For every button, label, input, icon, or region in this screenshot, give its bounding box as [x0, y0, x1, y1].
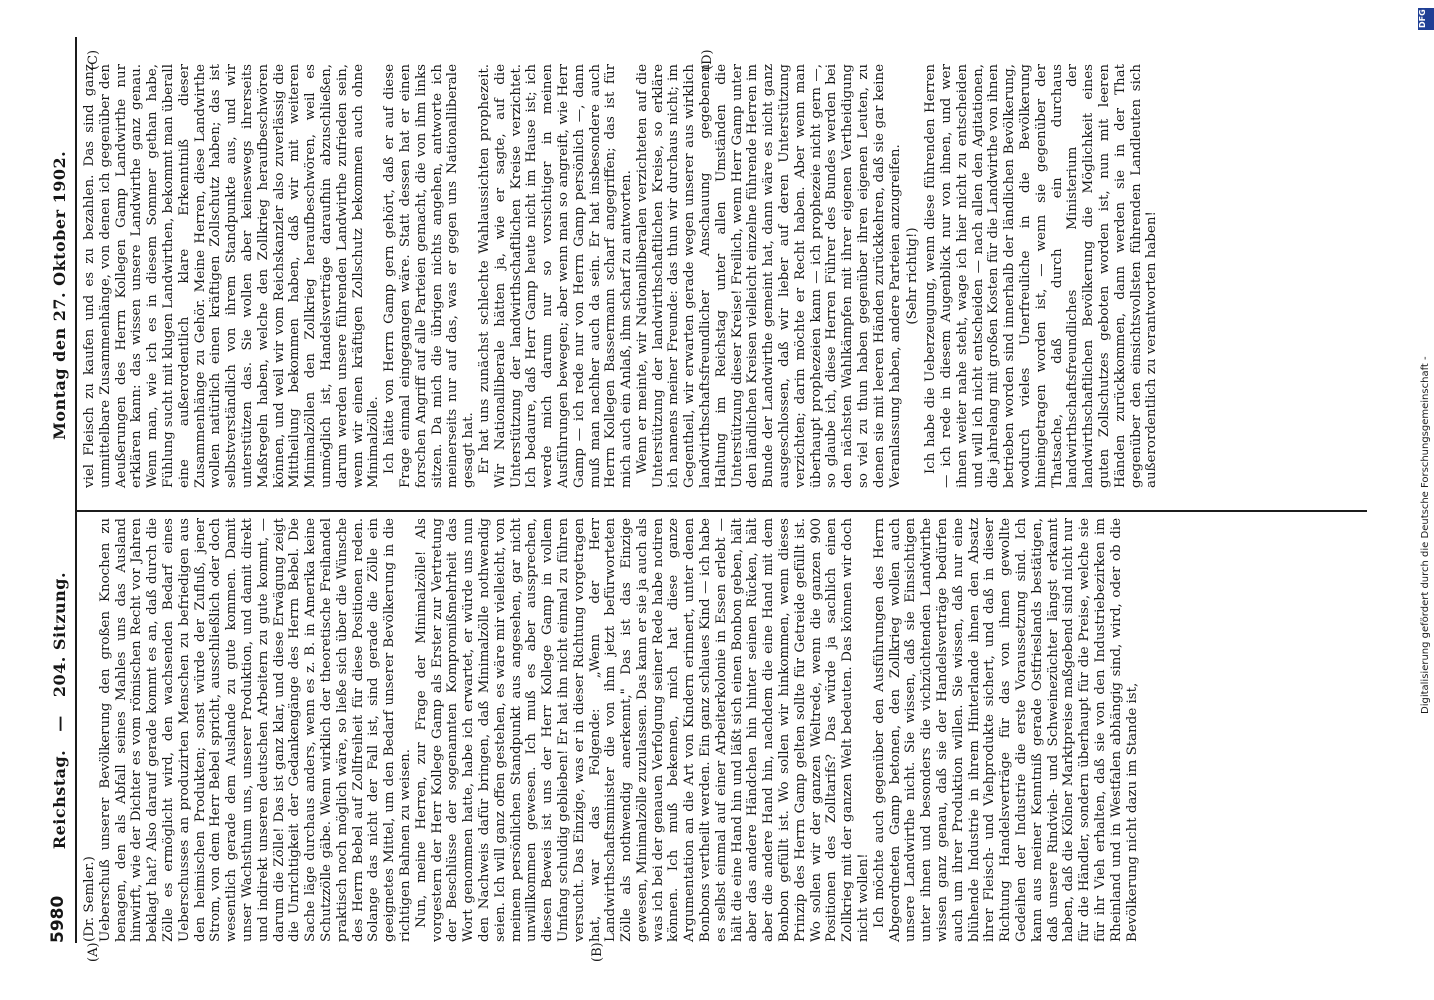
closing-paragraph: Ich habe die Ueberzeugung, wenn diese führenden Herren — ich rede in diesem Augenblick nur von ihnen, und wer ihnen weiter nahe steht, wage ich hier nicht zu entscheiden und will ich nicht entscheiden — nach allen den Agitationen, die jahrelang mit großen Kosten für die Landwirthe von ihnen betrieben worden sind innerhalb der ländlichen Bevölkerung, wodurch vieles Unerfreuliche in die Bevölkerung hineingetragen worden ist, — wenn sie gegenüber der Thatsache, daß durch ein durchaus landwirthschaftsfreundliches Ministerium der landwirthschaftlichen Bevölkerung die Möglichkeit eines guten Zollschutzes geboten worden ist, nun mit leeren Händen zurückkommen, dann werden sie in der That gegenüber den einsichtsvollsten führenden Landleuten sich außerordentlich zu verantworten haben!	[923, 64, 1160, 488]
header-dash: —	[50, 715, 69, 732]
margin-mark-d: (D)	[700, 49, 715, 70]
funding-credit: Digitalisierung gefördert durch die Deutsche Forschungsgemeinschaft -	[1420, 356, 1431, 714]
speaker-label: (Dr. Semler.)	[82, 856, 97, 942]
left-column	[82, 518, 1140, 942]
margin-mark-c: (C)	[86, 49, 101, 70]
paragraph: Er hat uns zunächst schlechte Wahlaussichten prophezeit. Wir Nationalliberale hätten ja, wie er sagte, auf die Unterstützung der landwirthschaftlichen Kreise verzichtet. Ich bedaure, daß Herr Gamp heute nicht im Hause ist; ich werde mich darum nur so vorsichtiger in meinen Ausführungen bewegen; aber wenn man so angreift, wie Herr Gamp — ich rede nur von Herrn Gamp persönlich —, dann muß man nachher auch da sein. Er hat insbesondere auch Herrn Kollegen Bassermann scharf angegriffen; das ist für mich auch ein Anlaß, ihm scharf zu antworten.	[476, 64, 635, 488]
margin-mark-b: (B)	[590, 942, 605, 962]
paragraph: viel Fleisch zu kaufen und es zu bezahlen. Das sind ganz unmittelbare Zusammenhänge, von denen ich gegenüber den Aeußerungen des Herrn Kollegen Gamp Landwirthe nur erklären kann: das wissen unsere Landwirthe ganz genau. Wenn man, wie ich es in diesem Sommer gethan habe, Fühlung sucht mit klugen Landwirthen, bekommt man überall eine außerordentlich klare Erkenntniß dieser Zusammenhänge zu Gehör. Meine Herren, diese Landwirthe wollen natürlich einen kräftigen Zollschutz haben; das ist selbstverständlich von ihrem Standpunkte aus, und wir unterstützen das. Sie wollen aber keineswegs ihrerseits Maßregeln haben, welche den Zollkrieg heraufbeschwören können, und weil wir vom Reichskanzler also zuverlässig die Mittheilung bekommen haben, daß wir mit weiteren Minimalzöllen den Zollkrieg heraufbeschwören, weil es unmöglich ist, Handelsverträge daraufhin abzuschließen, darum werden unsere führenden Landwirthe zufrieden sein, wenn wir einen kräftigen Zollschutz bekommen auch ohne Minimalzölle.	[82, 64, 382, 488]
paragraph: Ich möchte auch gegenüber den Ausführungen des Herrn Abgeordneten Gamp betonen, den Zollkrieg wollen auch unsere Landwirthe nicht. Sie wissen, daß sie Einsichtigen unter ihnen und besonders die vichzüchtenden Landwirthe wissen ganz genau, daß sie der Handelsverträge bedürfen auch um ihrer Produktion willen. Sie wissen, daß nur eine blühende Industrie in ihrem Hinterlande ihnen den Absatz ihrer Fleisch- und Viehprodukte sichert, und daß in dieser Richtung Handelsverträge für das von ihnen gewollte Gedeihen der Industrie die erste Voraussetzung sind. Ich kann aus meiner Kenntniß gerade Ostfrieslands bestätigen, daß unsere Rindvieh- und Schweinezüchter längst erkannt haben, daß die Kölner Marktpreise maßgebend sind nicht nur für die Händler, sondern überhaupt für die Preise, welche sie für ihr Vieh erhalten, daß sie von den Industriebezirken im Rheinland und in Westfalen abhängig sind, wird, oder ob die Bevölkerung nicht dazu im Stande ist,	[871, 518, 1140, 942]
dfg-logo: DFG	[1418, 8, 1434, 30]
right-column	[82, 64, 1160, 488]
running-head	[50, 35, 69, 965]
header-session: 204. Sitzung.	[50, 571, 69, 698]
page-number: 5980	[48, 895, 68, 943]
paragraph: Ich hätte von Herrn Gamp gern gehört, daß er auf diese Frage einmal eingegangen wäre. Statt dessen hat er einen forschen Angriff auf alle Parteien gemacht, die von ihm links sitzen. Da mich die übrigen nichts angehen, antworte ich meinerseits nur auf das, was er gegen uns Nationalliberale gesagt hat.	[382, 64, 477, 488]
margin-mark-a: (A)	[86, 942, 101, 962]
paragraph: Nun, meine Herren, zur Frage der Minimalzölle! Als vorgestern der Herr Kollege Gamp als Erster zur Vertretung der Beschlüsse der sogenannten Kompromißmehrheit das Wort genommen hatte, habe ich erwartet, er würde uns nun den Nachweis dafür bringen, daß Minimalzölle nothwendig seien. Ich will ganz offen gestehen, es wäre mir vielleicht, von meinem persönlichen Standpunkt aus angesehen, gar nicht unwillkommen gewesen. Ich muß es aber aussprechen, diesen Beweis ist uns der Herr Kollege Gamp in vollem Umfang schuldig geblieben! Er hat ihn nicht einmal zu führen versucht. Das Einzige, was er in dieser Richtung vorgetragen hat, war das Folgende: „Wenn der Herr Landwirthschaftsminister die von ihm jetzt befürworteten Zölle als nothwendig anerkennt," Das ist das Einzige gewesen, Minimalzölle zuzulassen. Das kann er sie ja auch als was ich bei der genauen Verfolgung seiner Rede habe notiren können. Ich muß bekennen, mich hat diese ganze Argumentation an die Art von Kindern erinnert, unter denen Bonbons vertheilt werden. Ein ganz schlaues Kind — ich habe es selbst einmal auf einer Arbeiterkolonie in Essen erlebt — hält die eine Hand hin und läßt sich einen Bonbon geben, hält aber das andere Händchen hin hinter seinen Rücken, hält aber die andere Hand hin, nachdem die eine Hand mit dem Bonbon gefüllt ist. Wo sollen wir hinkommen, wenn dieses Prinzip des Herrn Gamp gelten sollte für Getreide gefüllt ist. Wo sollen wir der ganzen Weltrede, wenn die ganzen 900 Positionen des Zolltarifs? Das würde ja sachlich einen Zollkrieg mit der ganzen Welt bedeuten. Das können wir doch nicht wollen!	[413, 518, 872, 942]
header-date: Montag den 27. Oktober 1902.	[50, 150, 69, 440]
paragraph: Wenn er meinte, wir Nationalliberalen verzichteten auf die Unterstützung der landwirthschaftlichen Kreise, so erkläre ich namens meiner Freunde: das thun wir durchaus nicht; im Gegentheil, wir erwarten gerade wegen unserer aus wirklich landwirthschaftsfreundlicher Anschauung gegebenen Haltung im Reichstag unter allen Umständen die Unterstützung dieser Kreise! Freilich, wenn Herr Gamp unter den ländlichen Kreisen vielleicht einzelne führende Herren im Bunde der Landwirthe gemeint hat, dann wäre es nicht ganz ausgeschlossen, daß wir lieber auf deren Unterstützung verzichten; darin möchte er Recht haben. Aber wenn man überhaupt prophezeien kann — ich prophezeie nicht gern —, so glaube ich, diese Herren Führer des Bundes werden bei den nächsten Wahlkämpfen mit ihrer eigenen Vertheidigung so viel zu thun haben gegenüber ihren eigenen Leuten, zu denen sie mit leeren Händen zurückkehren, daß sie gar keine Veranlassung haben, andere Parteien anzugreifen.	[634, 64, 903, 488]
paragraph: Ueberschuß unserer Bevölkerung den großen Knochen zu benagen, den als Abfall seines Mahles uns das Ausland hinwirft, wie der Dichter es vom römischen Recht vor Jahren beklagt hat? Also darauf gerade kommt es an, daß durch die Zölle es ermöglicht wird, den wachsenden Bedarf eines Ueberschusses an produzirten Menschen zu befriedigen aus den heimischen Produkten; sonst würde der Zufluß, jener Strom, von dem Herr Bebel spricht, ausschließlich oder doch wesentlich gerade dem Auslande zu gute kommen. Damit unser Wachsthum uns, unserer Produktion, und damit direkt und indirekt unseren deutschen Arbeitern zu gute kommt, — darum die Zölle! Das ist ganz klar, und diese Erwägung zeigt die Unrichtigkeit der Gedankengänge des Herrn Bebel. Die Sache läge durchaus anders, wenn es z. B. in Amerika keine Schutzzölle gäbe. Wenn wirklich der theoretische Freihandel praktisch noch möglich wäre, so ließe sich über die Wünsche des Herrn Bebel auf Zollfreiheit für diese Positionen reden. Solange das nicht der Fall ist, sind gerade die Zölle ein geeignetes Mittel, um den Bedarf unserer Bevölkerung in die richtigen Bahnen zu weisen.	[97, 518, 413, 942]
applause-note: (Sehr richtig!)	[905, 227, 921, 325]
page-header	[48, 35, 78, 965]
header-title: Reichstag.	[50, 749, 69, 850]
header-rule	[75, 37, 77, 943]
column-divider	[77, 510, 1367, 512]
